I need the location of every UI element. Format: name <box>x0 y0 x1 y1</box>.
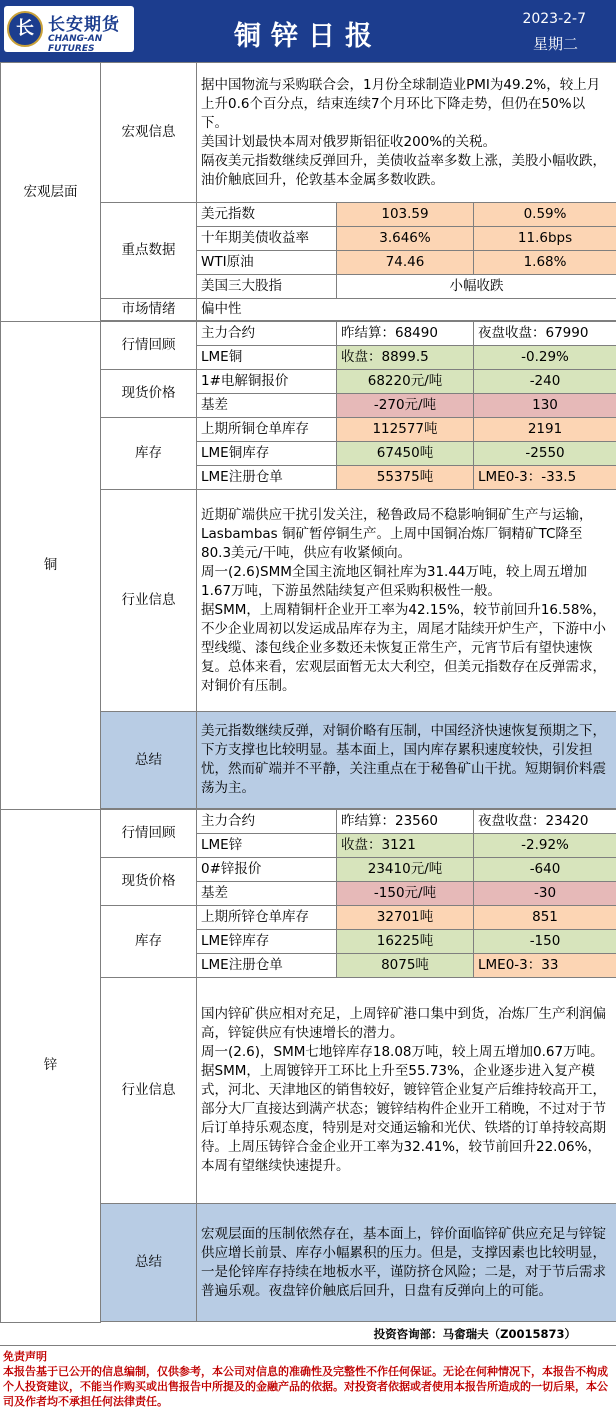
disclaimer-title: 免责声明 <box>3 1349 47 1363</box>
zinc-lme-name: LME锌 <box>197 834 337 858</box>
copper-summary-text: 美元指数继续反弹，对铜价略有压制，中国经济快速恢复预期之下，下方支撑也比较明显。基本面上，国内库存累积速度较快，引发担忧，然而矿端并不平静，关注重点在于秘鲁矿山干扰。短期铜价料震荡为主。 <box>197 712 616 809</box>
zinc-inventory-change: -150 <box>474 930 616 954</box>
report-table <box>0 62 616 1323</box>
copper-basis-name: 基差 <box>197 394 337 418</box>
zinc-basis-name: 基差 <box>197 882 337 906</box>
sentiment-label: 市场情绪 <box>101 299 197 321</box>
zinc-basis-value: -150元/吨 <box>337 882 474 906</box>
copper-basis-value: -270元/吨 <box>337 394 474 418</box>
copper-main-row <box>1 322 616 346</box>
copper-inventory-change: LME0-3：-33.5 <box>474 466 616 490</box>
copper-spot-price: 68220元/吨 <box>337 370 474 394</box>
zinc-inventory-change: LME0-3：33 <box>474 954 616 978</box>
copper-inventory-change: -2550 <box>474 442 616 466</box>
stocks-value: 小幅收跌 <box>337 275 616 299</box>
zinc-inventory-name: 上期所锌仓单库存 <box>197 906 337 930</box>
copper-inventory-change: 2191 <box>474 418 616 442</box>
copper-inventory-name: LME铜库存 <box>197 442 337 466</box>
logo-emblem-icon: 长 <box>7 11 43 47</box>
disclaimer-text: 本报告基于已公开的信息编制，仅供参考，本公司对信息的准确性及完整性不作任何保证。无论在何种情况下，本报告不构成个人投资建议，不能当作购买或出售报告中所提及的金融产品的依据。对投资者依据或者使用本报告所造成的一切后果，本公司及作者均不承担任何法律责任。 <box>3 1364 608 1408</box>
zinc-review-label: 行情回顾 <box>101 810 197 858</box>
key-data-value: 3.646% <box>337 227 474 251</box>
copper-section-label: 铜 <box>1 322 101 810</box>
zinc-summary-label: 总结 <box>101 1204 197 1322</box>
zinc-lme-change: -2.92% <box>474 834 616 858</box>
copper-spot-name: 1#电解铜报价 <box>197 370 337 394</box>
copper-spot-change: -240 <box>474 370 616 394</box>
key-data-value: 103.59 <box>337 203 474 227</box>
stocks-name: 美国三大股指 <box>197 275 337 299</box>
key-data-change: 0.59% <box>474 203 616 227</box>
report-date: 2023-2-7 <box>522 11 586 27</box>
key-data-name: 十年期美债收益率 <box>197 227 337 251</box>
zinc-industry-text <box>197 978 616 1204</box>
macro-info-label: 宏观信息 <box>101 63 197 203</box>
key-data-label: 重点数据 <box>101 203 197 299</box>
logo-chinese-name: 长安期货 <box>48 15 120 35</box>
zinc-spot-price: 23410元/吨 <box>337 858 474 882</box>
key-data-value: 74.46 <box>337 251 474 275</box>
zinc-inventory-value: 16225吨 <box>337 930 474 954</box>
zinc-spot-change: -640 <box>474 858 616 882</box>
copper-main-night: 夜盘收盘：67990 <box>474 322 616 346</box>
copper-lme-name: LME铜 <box>197 346 337 370</box>
copper-main-prev: 昨结算：68490 <box>337 322 474 346</box>
copper-industry-label: 行业信息 <box>101 490 197 712</box>
copper-inventory-value: 55375吨 <box>337 466 474 490</box>
consultant-info: 投资咨询部：马畲瑞夫（Z0015873） <box>0 1323 616 1346</box>
copper-inventory-name: 上期所铜仓单库存 <box>197 418 337 442</box>
copper-spot-label: 现货价格 <box>101 370 197 418</box>
zinc-inventory-change: 851 <box>474 906 616 930</box>
zinc-basis-change: -30 <box>474 882 616 906</box>
zinc-summary-text: 宏观层面的压制依然存在，基本面上，锌价面临锌矿供应充足与锌锭供应增长前景、库存小幅累积的压力。但是，支撑因素也比较明显，一是伦锌库存持续在地板水平，谨防挤仓风险；二是，对于节后需求普遍乐观。夜盘锌价触底后回升，日盘有反弹向上的可能。 <box>197 1204 616 1322</box>
zinc-section-label: 锌 <box>1 810 101 1323</box>
macro-section-label: 宏观层面 <box>1 63 101 322</box>
zinc-main-row <box>1 810 616 834</box>
report-weekday: 星期二 <box>532 35 578 53</box>
sentiment-value: 偏中性 <box>197 299 616 321</box>
zinc-inventory-name: LME注册仓单 <box>197 954 337 978</box>
copper-basis-change: 130 <box>474 394 616 418</box>
disclaimer <box>0 1346 616 1409</box>
copper-inventory-label: 库存 <box>101 418 197 490</box>
logo-english-name: CHANG-AN FUTURES <box>48 34 103 54</box>
report-header <box>0 0 616 62</box>
copper-main-contract: 主力合约 <box>197 322 337 346</box>
zinc-lme-close: 收盘：3121 <box>337 834 474 858</box>
zinc-inventory-value: 32701吨 <box>337 906 474 930</box>
copper-inventory-value: 112577吨 <box>337 418 474 442</box>
key-data-change: 11.6bps <box>474 227 616 251</box>
copper-lme-close: 收盘：8899.5 <box>337 346 474 370</box>
zinc-industry-label: 行业信息 <box>101 978 197 1204</box>
zinc-industry-content: 国内锌矿供应相对充足，上周锌矿港口集中到货，冶炼厂生产利润偏高，锌锭供应有快速增长的潜力。 周一(2.6)，SMM七地锌库存18.08万吨，较上周五增加0.67万吨。 据SMM，上周镀锌开工环比上升至55.73%，企业逐步进入复产模式，河北、天津地区的销售较好，镀锌管企业复产后维持较高开工，部分大厂直接达到满产状态；镀锌结构件企业开工稍晚，不过对于节后订单持乐观态度，特别是对交通运输和光伏、铁塔的订单持较高期待。上周压铸锌合金企业开工率为32.41%，较节前回升22.06%，本周有望继续快速提升。 <box>201 1006 606 1174</box>
zinc-inventory-value: 8075吨 <box>337 954 474 978</box>
zinc-inventory-name: LME锌库存 <box>197 930 337 954</box>
zinc-main-prev: 昨结算：23560 <box>337 810 474 834</box>
copper-review-label: 行情回顾 <box>101 322 197 370</box>
macro-info-row <box>1 63 616 203</box>
macro-info-text <box>197 63 616 203</box>
zinc-inventory-label: 库存 <box>101 906 197 978</box>
zinc-spot-name: 0#锌报价 <box>197 858 337 882</box>
report-title: 铜锌日报 <box>234 21 382 52</box>
key-data-change: 1.68% <box>474 251 616 275</box>
key-data-name: 美元指数 <box>197 203 337 227</box>
copper-industry-text <box>197 490 616 712</box>
zinc-spot-label: 现货价格 <box>101 858 197 906</box>
copper-industry-content: 近期矿端供应干扰引发关注，秘鲁政局不稳影响铜矿生产与运输，Lasbambas 铜矿暂停铜生产。上周中国铜冶炼厂铜精矿TC降至80.3美元/干吨，供应有收紧倾向。 周一(2.6)SMM全国主流地区铜社库为31.44万吨，较上周五增加1.67万吨，下游虽然陆续复产但采购积极性一般。 据SMM，上周精铜杆企业开工率为42.15%，较节前回升16.58%，不少企业周初以发运成品库存为主，周尾才陆续开炉生产，下游中小型线缆、漆包线企业多数还未恢复正常生产，元宵节后有望快速恢复。总体来看，宏观层面暂无太大利空，但美元指数存在反弹需求，对铜价有压制。 <box>201 506 606 694</box>
copper-summary-label: 总结 <box>101 712 197 809</box>
copper-inventory-value: 67450吨 <box>337 442 474 466</box>
zinc-main-night: 夜盘收盘：23420 <box>474 810 616 834</box>
copper-inventory-name: LME注册仓单 <box>197 466 337 490</box>
copper-lme-change: -0.29% <box>474 346 616 370</box>
zinc-main-contract: 主力合约 <box>197 810 337 834</box>
key-data-name: WTI原油 <box>197 251 337 275</box>
macro-info-content: 据中国物流与采购联合会，1月份全球制造业PMI为49.2%，较上月上升0.6个百分点，结束连续7个月环比下降走势，但仍在50%以下。 美国计划最快本周对俄罗斯铝征收200%的关税。 隔夜美元指数继续反弹回升，美债收益率多数上涨，美股小幅收跌，油价触底回升，伦敦基本金属多数收跌。 <box>201 76 606 188</box>
